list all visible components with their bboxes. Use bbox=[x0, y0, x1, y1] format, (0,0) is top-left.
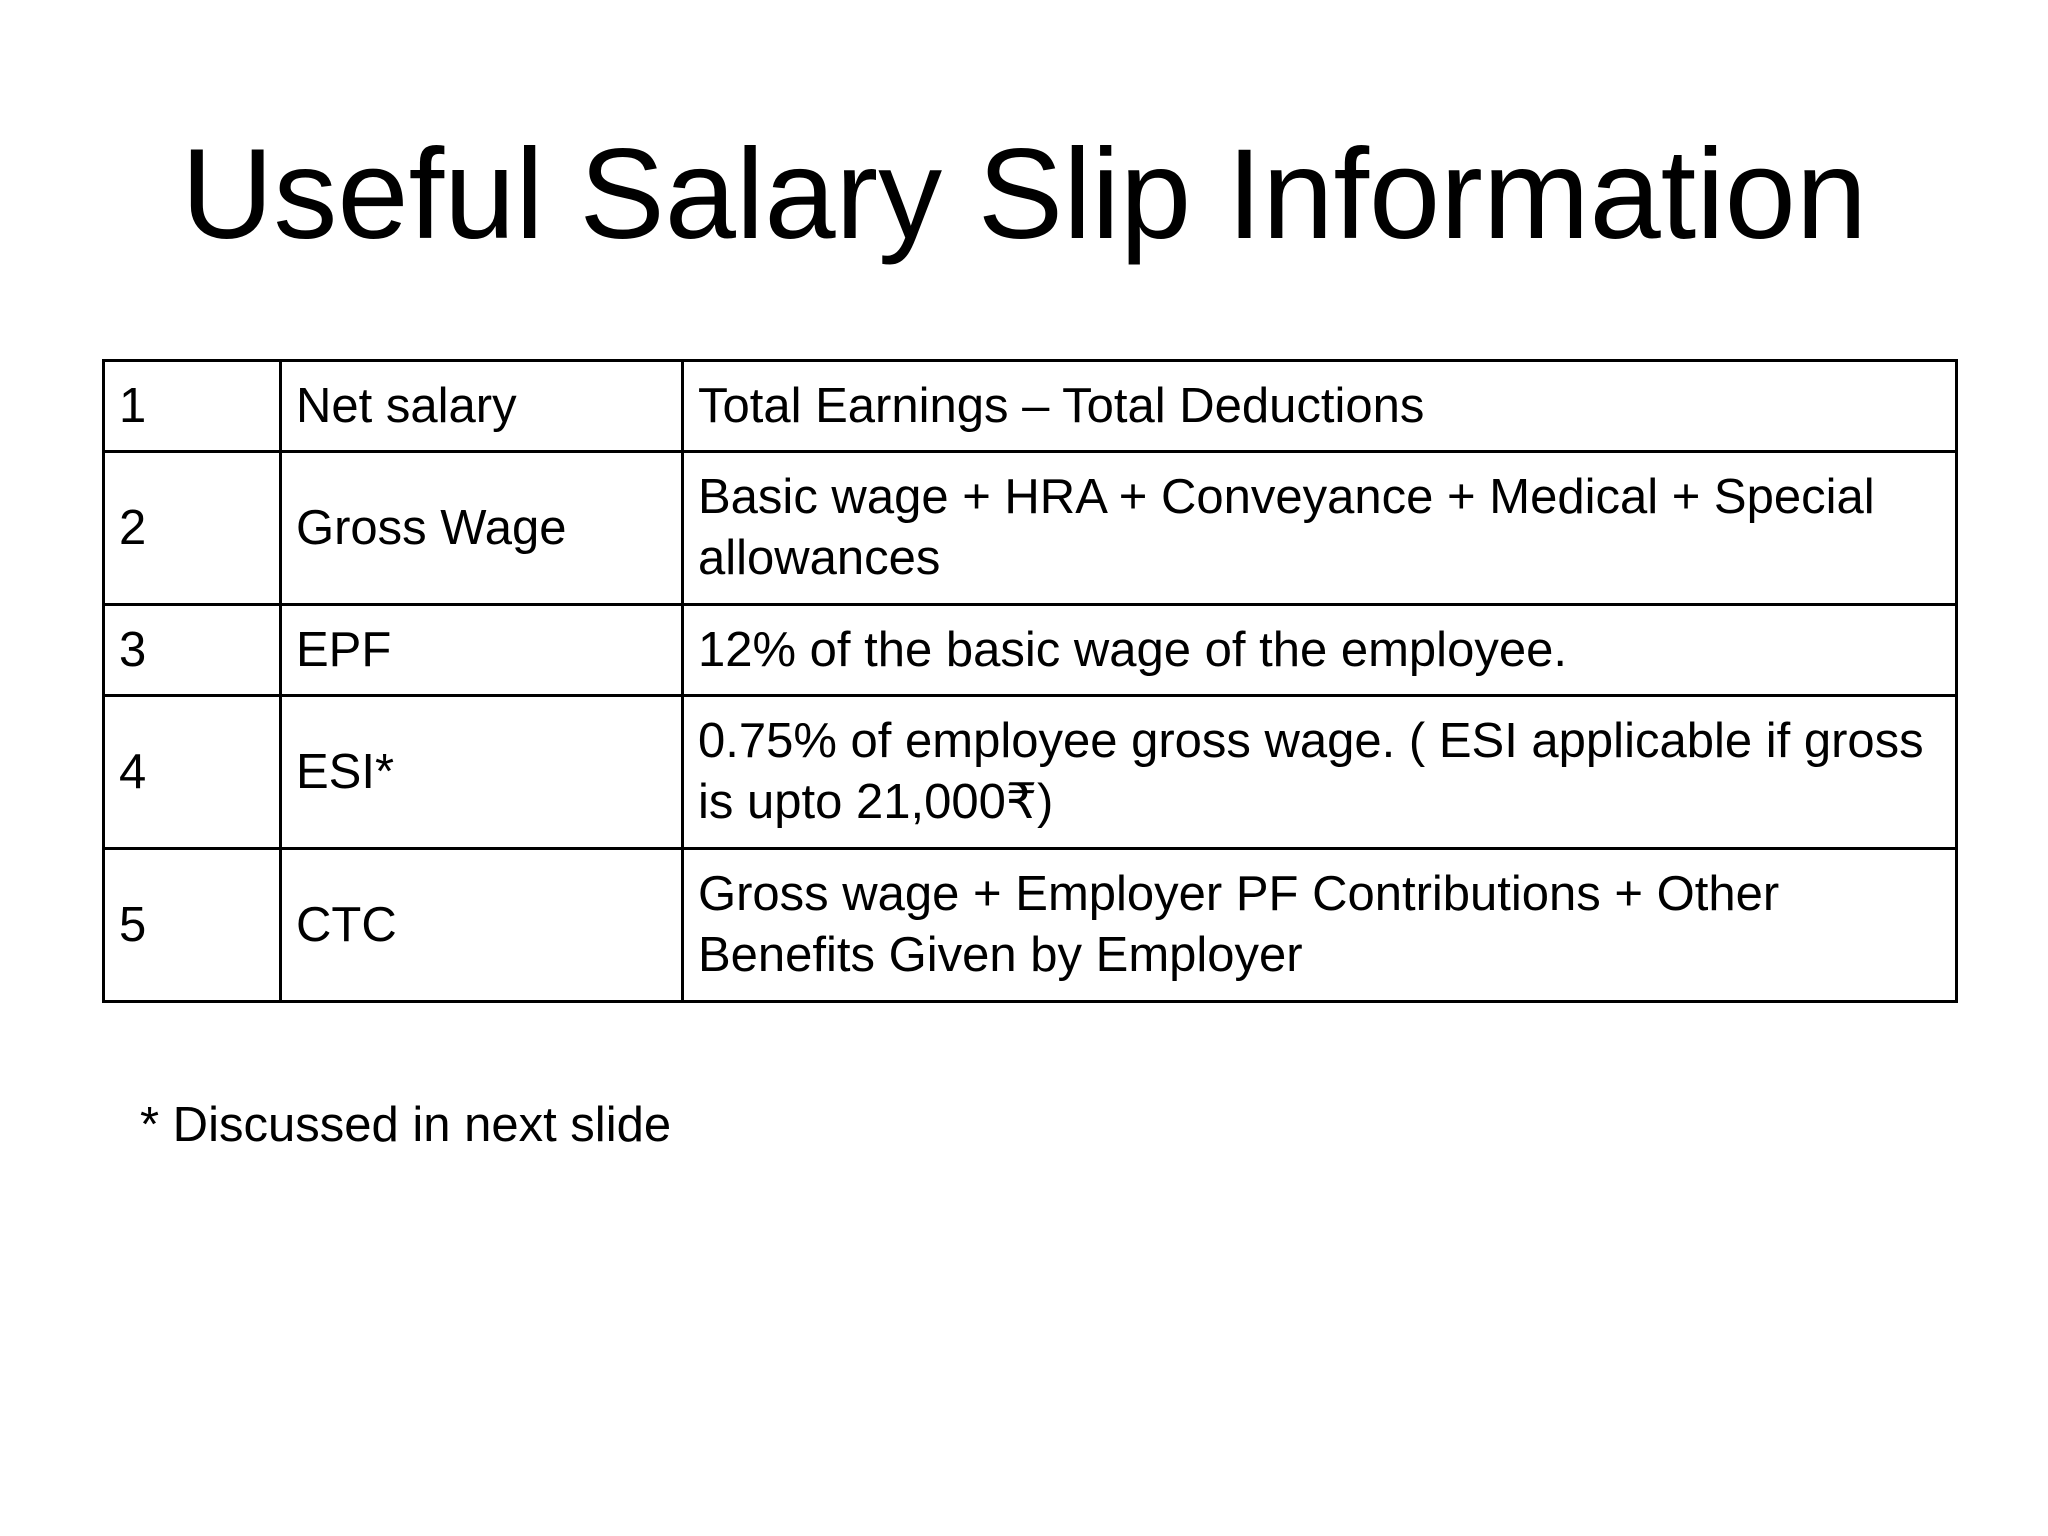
row-definition: Total Earnings – Total Deductions bbox=[683, 361, 1957, 452]
row-number: 2 bbox=[104, 452, 281, 605]
table-row bbox=[104, 452, 1957, 605]
row-term: EPF bbox=[281, 605, 683, 696]
row-definition: Basic wage + HRA + Conveyance + Medical + Special allowances bbox=[683, 452, 1957, 605]
row-number: 1 bbox=[104, 361, 281, 452]
row-definition: Gross wage + Employer PF Contributions + Other Benefits Given by Employer bbox=[683, 849, 1957, 1002]
row-term: CTC bbox=[281, 849, 683, 1002]
row-definition: 0.75% of employee gross wage. ( ESI applicable if gross is upto 21,000₹) bbox=[683, 696, 1957, 849]
row-number: 4 bbox=[104, 696, 281, 849]
table-row bbox=[104, 361, 1957, 452]
row-term: Net salary bbox=[281, 361, 683, 452]
row-number: 5 bbox=[104, 849, 281, 1002]
row-definition: 12% of the basic wage of the employee. bbox=[683, 605, 1957, 696]
row-term: Gross Wage bbox=[281, 452, 683, 605]
slide-title: Useful Salary Slip Information bbox=[180, 123, 1868, 266]
table-row bbox=[104, 605, 1957, 696]
table-row bbox=[104, 849, 1957, 1002]
salary-info-table bbox=[102, 359, 1958, 1003]
row-term: ESI* bbox=[281, 696, 683, 849]
table-row bbox=[104, 696, 1957, 849]
footnote: * Discussed in next slide bbox=[140, 1098, 672, 1152]
row-number: 3 bbox=[104, 605, 281, 696]
